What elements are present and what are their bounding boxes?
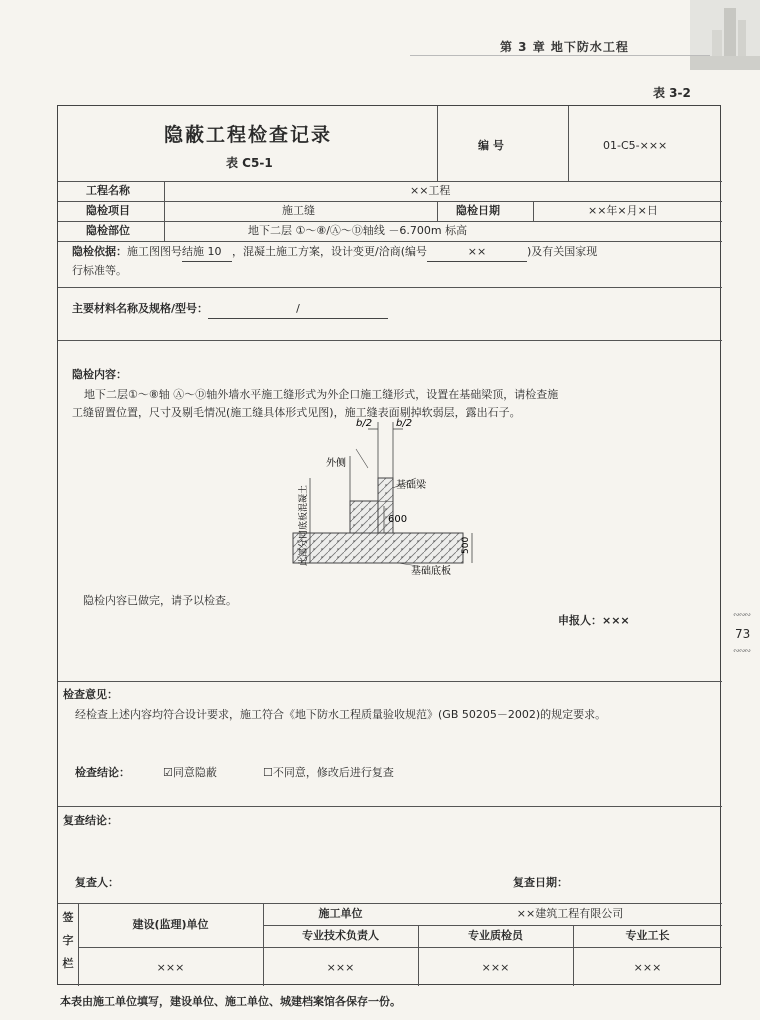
form-title: 隐蔽工程检查记录 <box>164 124 333 146</box>
basis-paragraph <box>72 243 712 280</box>
row-divider <box>58 681 722 682</box>
joint-key <box>378 478 393 501</box>
ornament-icon: ∾∾∾ <box>733 610 751 619</box>
sign-col-char: 签 <box>62 911 74 924</box>
col-divider <box>437 201 438 221</box>
content-done: 隐检内容已做完，请予以检查。 <box>83 594 237 607</box>
row-divider <box>58 221 722 222</box>
sign-supervisor-value: ××× <box>156 961 185 974</box>
number-value: 01-C5-××× <box>603 139 668 152</box>
base-slab <box>293 533 463 563</box>
sign-col-char: 字 <box>62 934 74 947</box>
sign-tech-label: 专业技术负责人 <box>302 929 379 942</box>
ornament-icon: ∾∾∾ <box>733 646 751 655</box>
basis-text2: ，混凝土施工方案，设计变更/洽商(编号 <box>232 245 427 258</box>
label-slab: 基础底板 <box>411 566 451 576</box>
sign-qc-value: ××× <box>481 961 510 974</box>
row-divider <box>58 181 722 182</box>
label-600: 600 <box>388 514 408 525</box>
rechecker-label: 复查人： <box>75 876 119 889</box>
basis-text1: 施工图图号 <box>127 245 182 258</box>
label-500: 500 <box>461 536 471 554</box>
sign-tech-value: ××× <box>326 961 355 974</box>
page-number: 73 <box>735 627 751 641</box>
basis-text3: )及有关国家现 <box>527 245 598 258</box>
conclusion-label: 检查结论： <box>75 766 130 779</box>
location-label: 隐检部位 <box>86 224 130 237</box>
sign-foreman-label: 专业工长 <box>625 929 670 942</box>
sign-supervisor-label: 建设(监理)单位 <box>132 918 209 931</box>
basis-drawing: 结施 10 <box>182 243 232 262</box>
row-divider <box>58 340 722 341</box>
sign-contractor-name: ××建筑工程有限公司 <box>516 907 624 920</box>
row-divider <box>58 201 722 202</box>
beam-section <box>350 501 378 533</box>
item-value: 施工缝 <box>282 204 315 217</box>
content-label: 隐检内容： <box>72 368 127 381</box>
building-illustration-icon <box>690 0 760 70</box>
chapter-header: 第 3 章 地下防水工程 <box>500 40 629 54</box>
materials-label: 主要材料名称及规格/型号： <box>72 302 209 315</box>
opinion-text: 经检查上述内容均符合设计要求，施工符合《地下防水工程质量验收规范》(GB 50205－2002)的规定要求。 <box>75 708 607 721</box>
item-label: 隐检项目 <box>86 204 130 217</box>
number-label: 编 号 <box>478 139 504 152</box>
row-divider <box>58 241 722 242</box>
content-line2: 工缝留置位置，尺寸及剔毛情况(施工缝具体形式见图)，施工缝表面剔掉软弱层，露出石子。 <box>72 406 521 419</box>
construction-joint-diagram <box>248 416 478 576</box>
basis-change-no: ×× <box>427 243 527 262</box>
row-divider <box>58 903 722 904</box>
row-divider <box>58 806 722 807</box>
leader-line <box>356 449 368 468</box>
basis-line2: 行标准等。 <box>72 264 127 277</box>
footer-note: 本表由施工单位填写，建设单位、施工单位、城建档案馆各保存一份。 <box>60 995 401 1008</box>
materials-value: / <box>208 300 388 319</box>
table-number: 表 3-2 <box>653 86 691 100</box>
content-line1: 地下二层①～⑧轴 Ⓐ～Ⓓ轴外墙水平施工缝形式为外企口施工缝形式，设置在基础梁顶，请检查施 <box>84 388 559 401</box>
project-value: ××工程 <box>410 184 451 197</box>
label-vertical: 此部分同底板混凝土 <box>299 484 309 566</box>
date-value: ××年×月×日 <box>588 204 658 217</box>
opinion-label: 检查意见： <box>63 688 118 701</box>
project-label: 工程名称 <box>86 184 130 197</box>
location-value: 地下二层 ①～⑧/Ⓐ～Ⓓ轴线 －6.700m 标高 <box>248 224 468 237</box>
recheck-date-label: 复查日期： <box>513 876 568 889</box>
materials-row <box>72 300 388 319</box>
form-subtitle: 表 C5-1 <box>226 156 273 170</box>
recheck-label: 复查结论： <box>63 814 118 827</box>
label-b2-left: b/2 <box>356 418 373 429</box>
row-divider <box>78 947 722 948</box>
label-beam: 基础梁 <box>396 480 426 491</box>
basis-prefix: 隐检依据： <box>72 245 127 258</box>
header-rule <box>410 55 710 56</box>
applicant: 申报人：××× <box>558 614 630 627</box>
sign-qc-label: 专业质检员 <box>468 929 523 942</box>
col-divider <box>568 106 569 181</box>
sign-contractor-label: 施工单位 <box>318 907 363 920</box>
label-b2-right: b/2 <box>396 418 413 429</box>
option-disagree: ☐不同意，修改后进行复查 <box>263 766 394 779</box>
col-divider <box>437 106 438 181</box>
option-agree: ☑同意隐蔽 <box>163 766 217 779</box>
sign-col-char: 栏 <box>62 957 74 970</box>
date-label: 隐检日期 <box>456 204 500 217</box>
row-divider <box>263 925 722 926</box>
inspection-form <box>57 105 721 985</box>
label-outer: 外侧 <box>326 458 346 469</box>
col-divider <box>164 181 165 241</box>
row-divider <box>58 287 722 288</box>
sign-foreman-value: ××× <box>633 961 662 974</box>
col-divider <box>533 201 534 221</box>
